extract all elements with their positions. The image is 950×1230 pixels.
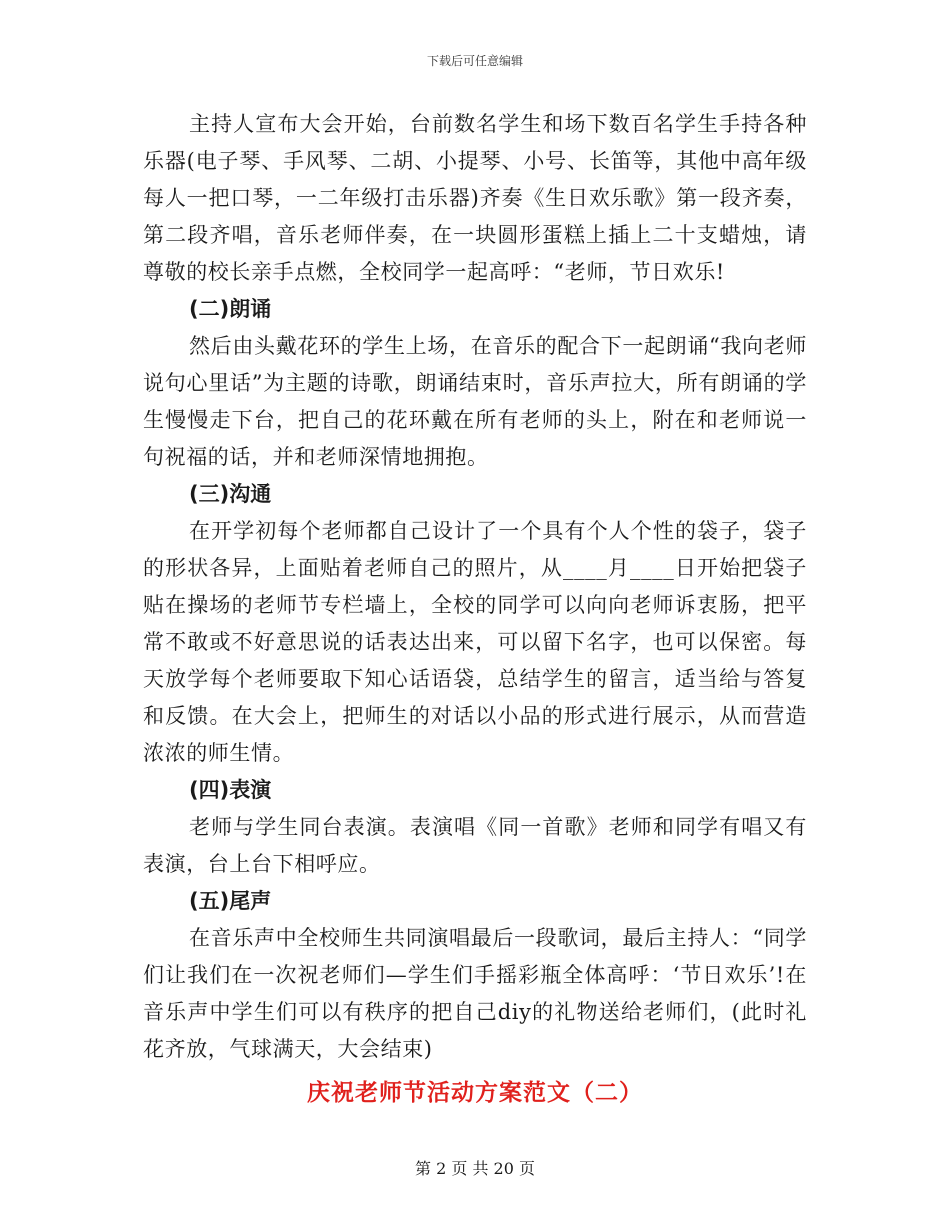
page-header-note: 下载后可任意编辑 — [426, 54, 523, 68]
heading-performance: (四)表演 — [189, 778, 272, 802]
heading-ending: (五)尾声 — [189, 889, 272, 913]
paragraph-communication: 在开学初每个老师都自己设计了一个具有个人个性的袋子，袋子的形状各异，上面贴着老师自己的照片，从____月____日开始把袋子贴在操场的老师节专栏墙上，全校的同学可以向向老师诉衷肠，把平常不敢或不好意思说的话表达出来，可以留下名字，也可以保密。每天放学每个老师要取下知心话语袋，总结学生的留言，适当给与答复和反馈。在大会上，把师生的对话以小品的形式进行展示，从而营造浓浓的师生情。 — [143, 519, 807, 765]
heading-recitation: (二)朗诵 — [189, 297, 272, 321]
section-title: 庆祝老师节活动方案范文（二） — [307, 1079, 643, 1106]
paragraph-opening-ceremony: 主持人宣布大会开始，台前数名学生和场下数百名学生手持各种乐器(电子琴、手风琴、二胡、小提琴、小号、长笛等，其他中高年级每人一把口琴，一二年级打击乐器)齐奏《生日欢乐歌》第一段齐奏，第二段齐唱，音乐老师伴奏，在一块圆形蛋糕上插上二十支蜡烛，请尊敬的校长亲手点燃，全校同学一起高呼：“老师，节日欢乐! — [143, 112, 807, 284]
paragraph-performance: 老师与学生同台表演。表演唱《同一首歌》老师和同学有唱又有表演，台上台下相呼应。 — [143, 815, 807, 876]
heading-communication: (三)沟通 — [189, 482, 272, 506]
paragraph-recitation: 然后由头戴花环的学生上场，在音乐的配合下一起朗诵“我向老师说句心里话”为主题的诗歌，朗诵结束时，音乐声拉大，所有朗诵的学生慢慢走下台，把自己的花环戴在所有老师的头上，附在和老师说一句祝福的话，并和老师深情地拥抱。 — [143, 334, 807, 469]
document-body — [143, 106, 807, 1118]
page-number-footer: 第 2 页 共 20 页 — [415, 1159, 535, 1178]
paragraph-ending: 在音乐声中全校师生共同演唱最后一段歌词，最后主持人：“同学们让我们在一次祝老师们—学生们手摇彩瓶全体高呼：‘节日欢乐’!在音乐声中学生们可以有秩序的把自己diy的礼物送给老师们，(此时礼花齐放，气球满天，大会结束) — [143, 926, 807, 1061]
